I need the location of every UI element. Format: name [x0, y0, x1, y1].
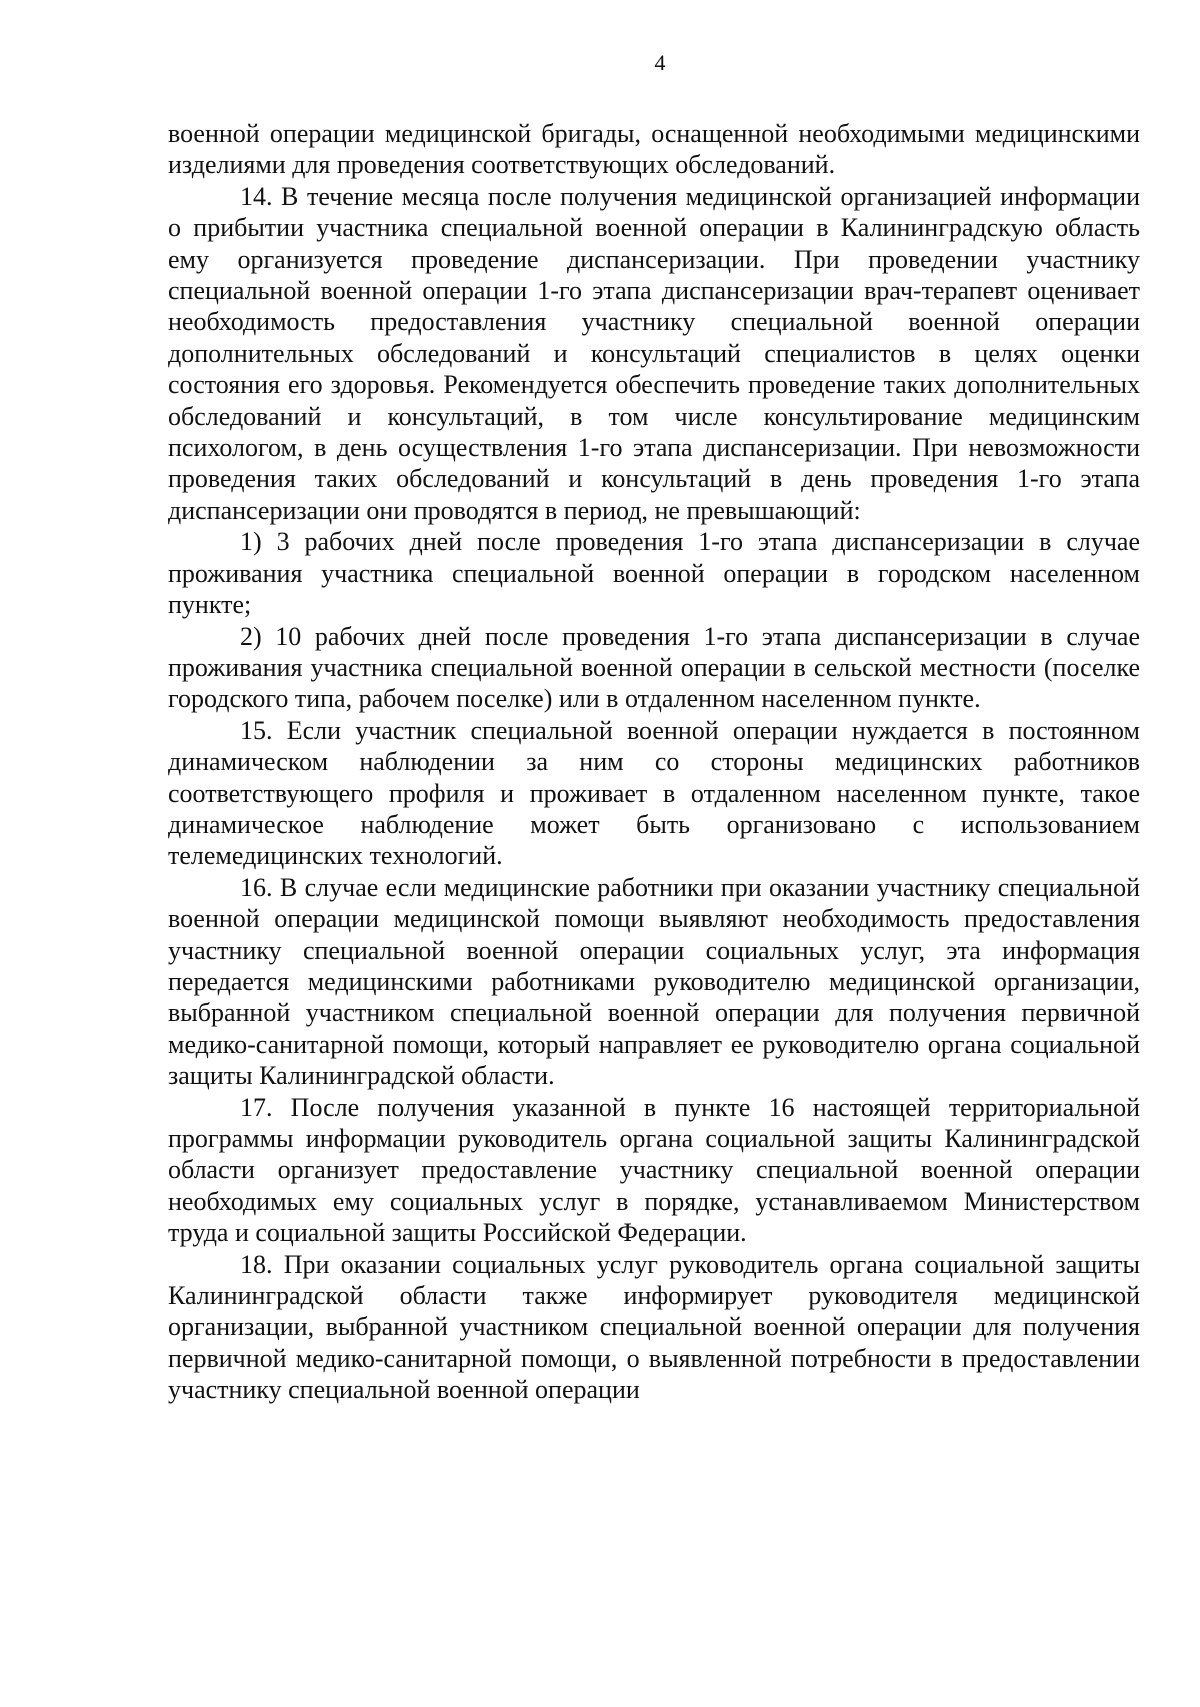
- paragraph-subitem-2: 2) 10 рабочих дней после проведения 1-го этапа диспансеризации в случае проживания участника специальной военной операции в сельской местности (поселке городского типа, рабочем поселке) или в отдаленном населенном пункте.: [168, 621, 1140, 714]
- paragraph-item-16: 16. В случае если медицинские работники при оказании участнику специальной военной операции медицинской помощи выявляют необходимость предоставления участнику специальной военной операции социальных услуг, эта информация передается медицинскими работниками руководителю медицинской организации, выбранной участником специальной военной операции для получения первичной медико-санитарной помощи, который направляет ее руководителю органа социальной защиты Калининградской области.: [168, 872, 1140, 1091]
- document-body: [168, 118, 1140, 1406]
- paragraph-item-17: 17. После получения указанной в пункте 16 настоящей территориальной программы информации руководитель органа социальной защиты Калининградской области организует предоставление участнику специальной военной операции необходимых ему социальных услуг в порядке, устанавливаемом Министерством труда и социальной защиты Российской Федерации.: [168, 1092, 1140, 1248]
- paragraph-item-14: 14. В течение месяца после получения медицинской организацией информации о прибытии участника специальной военной операции в Калининградскую область ему организуется проведение диспансеризации. При проведении участнику специальной военной операции 1-го этапа диспансеризации врач-терапевт оценивает необходимость предоставления участнику специальной военной операции дополнительных обследований и консультаций специалистов в целях оценки состояния его здоровья. Рекомендуется обеспечить проведение таких дополнительных обследований и консультаций, в том числе консультирование медицинским психологом, в день осуществления 1-го этапа диспансеризации. При невозможности проведения таких обследований и консультаций в день проведения 1-го этапа диспансеризации они проводятся в период, не превышающий:: [168, 181, 1140, 525]
- paragraph-item-15: 15. Если участник специальной военной операции нуждается в постоянном динамическом наблюдении за ним со стороны медицинских работников соответствующего профиля и проживает в отдаленном населенном пункте, такое динамическое наблюдение может быть организовано с использованием телемедицинских технологий.: [168, 715, 1140, 871]
- page-number: 4: [654, 50, 666, 75]
- paragraph-item-18: 18. При оказании социальных услуг руководитель органа социальной защиты Калининградской области также информирует руководителя медицинской организации, выбранной участником специальной военной операции для получения первичной медико-санитарной помощи, о выявленной потребности в предоставлении участнику специальной военной операции: [168, 1249, 1140, 1405]
- paragraph-subitem-1: 1) 3 рабочих дней после проведения 1-го этапа диспансеризации в случае проживания участника специальной военной операции в городском населенном пункте;: [168, 527, 1140, 620]
- paragraph-continuation: военной операции медицинской бригады, оснащенной необходимыми медицинскими изделиями для проведения соответствующих обследований.: [168, 119, 1140, 180]
